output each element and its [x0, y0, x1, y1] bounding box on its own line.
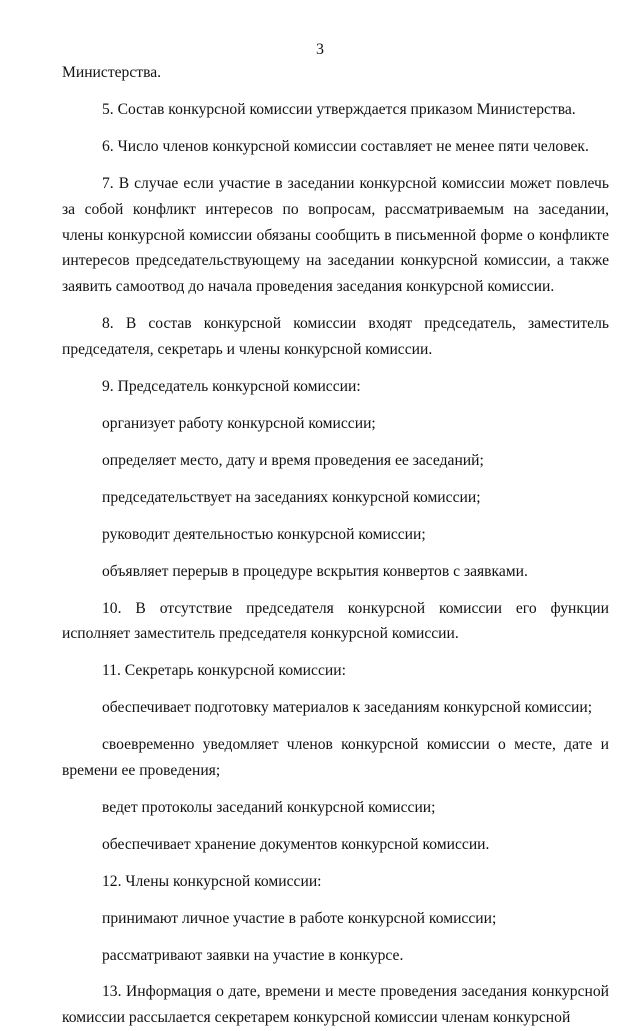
list-item: ведет протоколы заседаний конкурсной комиссии;: [102, 798, 436, 816]
list-item: обеспечивает подготовку материалов к заседаниям конкурсной комиссии;: [102, 699, 593, 717]
list-item: принимают личное участие в работе конкурсной комиссии;: [102, 909, 497, 927]
paragraph-item-7: 7. В случае если участие в заседании конкурсной комиссии может повлечь за собой конфликт интересов по вопросам, рассматриваемым на заседании, члены конкурсной комиссии обязаны сообщить в письменной форме о конфликте интересов председательствующему на заседании конкурсной комиссии, а также заявить самоотвод до начала проведения заседания конкурсной комиссии.: [62, 174, 609, 296]
list-item: объявляет перерыв в процедуре вскрытия конвертов с заявками.: [102, 562, 528, 580]
paragraph-item-11: 11. Секретарь конкурсной комиссии:: [102, 662, 346, 680]
paragraph-item-6: 6. Число членов конкурсной комиссии составляет не менее пяти человек.: [102, 137, 589, 155]
list-item: своевременно уведомляет членов конкурсной комиссии о месте, дате и времени ее проведения;: [62, 736, 609, 780]
list-item: обеспечивает хранение документов конкурсной комиссии.: [102, 835, 490, 853]
paragraph-item-13: 13. Информация о дате, времени и месте проведения заседания конкурсной комиссии рассылается секретарем конкурсной комиссии членам конкурсной: [62, 983, 609, 1027]
paragraph-item-10: 10. В отсутствие председателя конкурсной комиссии его функции исполняет заместитель председателя конкурсной комиссии.: [62, 599, 609, 643]
list-item: председательствует на заседаниях конкурсной комиссии;: [102, 488, 481, 506]
paragraph-item-9: 9. Председатель конкурсной комиссии:: [102, 378, 361, 396]
list-item: руководит деятельностью конкурсной комиссии;: [102, 525, 426, 543]
paragraph-item-8: 8. В состав конкурсной комиссии входят председатель, заместитель председателя, секретарь и члены конкурсной комиссии.: [62, 315, 609, 359]
paragraph-item-12: 12. Члены конкурсной комиссии:: [102, 872, 322, 890]
list-item: определяет место, дату и время проведения ее заседаний;: [102, 451, 484, 469]
list-item: организует работу конкурсной комиссии;: [102, 414, 376, 432]
paragraph-continuation: Министерства.: [62, 64, 162, 81]
page-number: 3: [316, 41, 324, 58]
list-item: рассматривают заявки на участие в конкурсе.: [102, 946, 404, 964]
paragraph-item-5: 5. Состав конкурсной комиссии утверждается приказом Министерства.: [102, 100, 576, 118]
document-body: [62, 60, 609, 1031]
